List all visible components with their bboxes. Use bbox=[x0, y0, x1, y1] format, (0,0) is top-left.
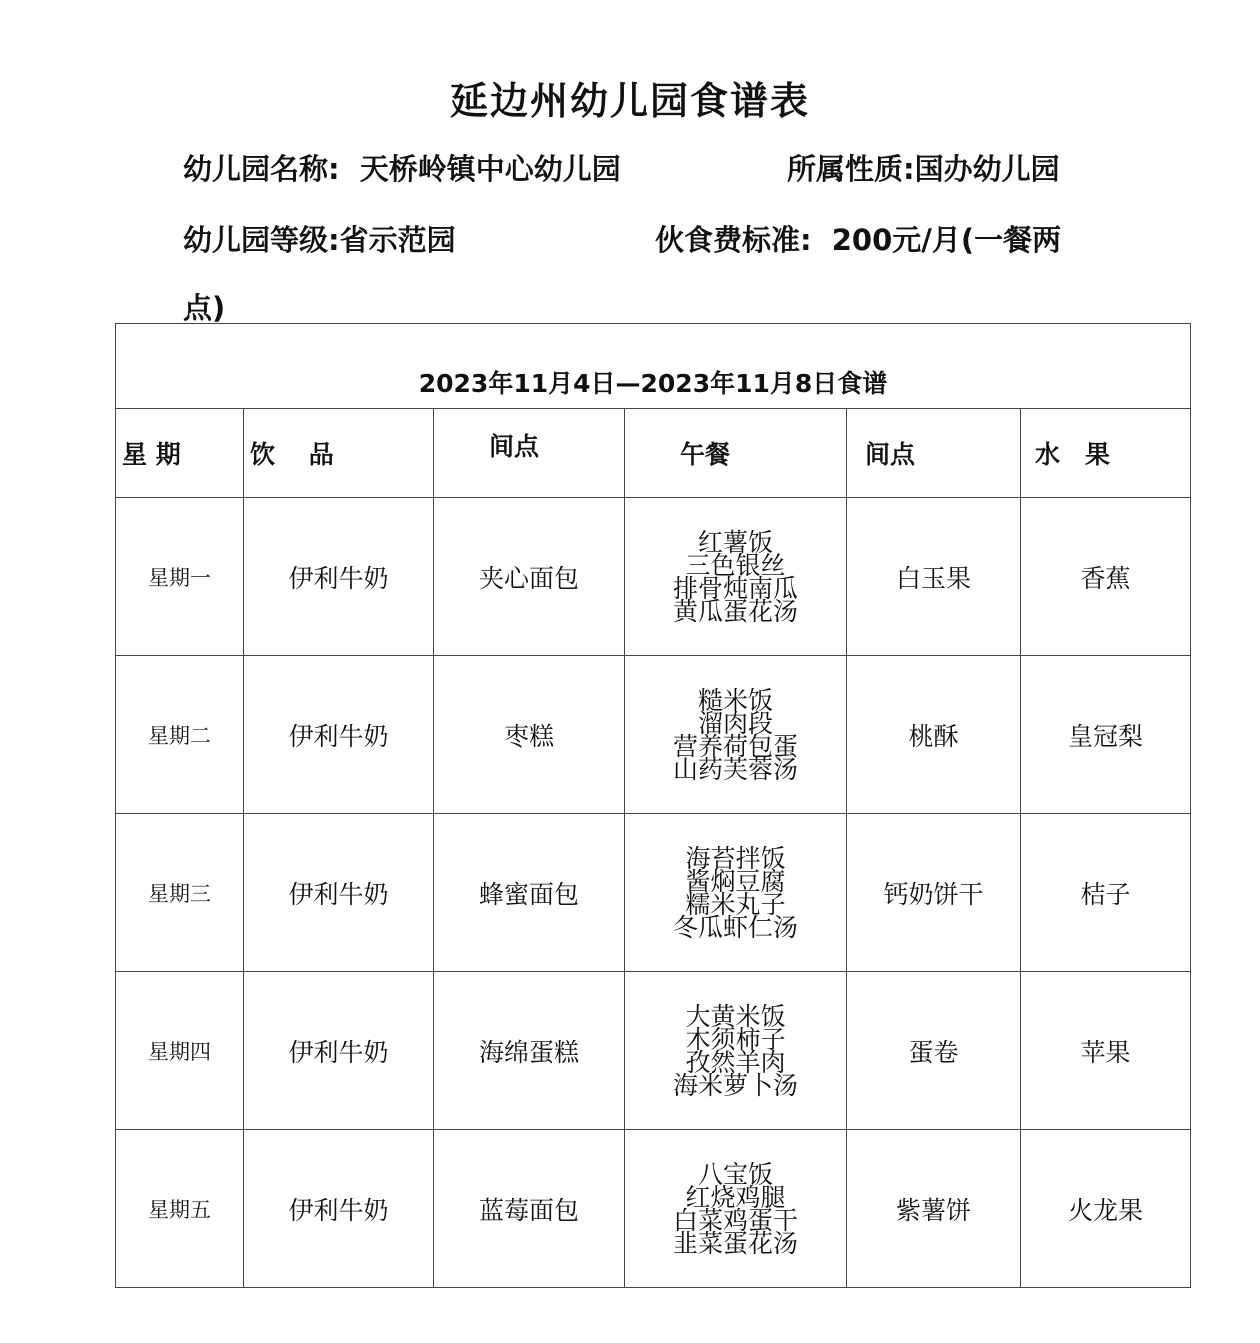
drink-cell: 伊利牛奶 bbox=[244, 1130, 434, 1288]
fruit-cell: 香蕉 bbox=[1021, 498, 1191, 656]
header-snack-pm: 间点 bbox=[847, 409, 1021, 498]
header-fruit: 水 果 bbox=[1021, 409, 1191, 498]
menu-table bbox=[115, 323, 1191, 1288]
lunch-dish: 孜然羊肉 bbox=[685, 1047, 786, 1077]
lunch-cell bbox=[625, 814, 847, 972]
menu-row bbox=[116, 656, 1191, 814]
meal-fee-label: 伙食费标准: bbox=[655, 223, 812, 257]
day-cell: 星期三 bbox=[116, 814, 244, 972]
lunch-dish: 糙米饭 bbox=[697, 685, 773, 715]
lunch-dish: 木须柿子 bbox=[685, 1024, 786, 1054]
day-cell: 星期五 bbox=[116, 1130, 244, 1288]
lunch-dish: 排骨炖南瓜 bbox=[672, 573, 798, 603]
lunch-dish: 黄瓜蛋花汤 bbox=[672, 596, 798, 626]
kindergarten-name-label: 幼儿园名称: bbox=[183, 152, 340, 186]
lunch-dish: 三色银丝 bbox=[685, 550, 786, 580]
lunch-cell bbox=[625, 1130, 847, 1288]
lunch-dish: 营养荷包蛋 bbox=[672, 731, 798, 761]
header-snack-am: 间点 bbox=[434, 409, 625, 498]
drink-cell: 伊利牛奶 bbox=[244, 814, 434, 972]
snack-am-cell: 海绵蛋糕 bbox=[434, 972, 625, 1130]
menu-row bbox=[116, 498, 1191, 656]
meal-fee-value: 200元/月(一餐两 bbox=[831, 223, 1062, 257]
lunch-cell bbox=[625, 972, 847, 1130]
kindergarten-name-value: 天桥岭镇中心幼儿园 bbox=[359, 152, 621, 186]
header-day: 星 期 bbox=[116, 409, 244, 498]
lunch-dish: 酱焖豆腐 bbox=[685, 866, 786, 896]
lunch-dish: 红薯饭 bbox=[697, 527, 773, 557]
lunch-dish: 白菜鸡蛋干 bbox=[672, 1205, 798, 1235]
snack-pm-cell: 紫薯饼 bbox=[847, 1130, 1021, 1288]
lunch-cell bbox=[625, 656, 847, 814]
meal-fee-continued: 点) bbox=[183, 291, 226, 325]
menu-row bbox=[116, 1130, 1191, 1288]
kindergarten-type-value: 国办幼儿园 bbox=[914, 152, 1060, 186]
day-cell: 星期二 bbox=[116, 656, 244, 814]
kindergarten-name bbox=[183, 147, 621, 188]
kindergarten-type-label: 所属性质: bbox=[787, 152, 915, 186]
date-range: 2023年11月4日—2023年11月8日食谱 bbox=[116, 324, 1191, 409]
lunch-dish: 韭菜蛋花汤 bbox=[672, 1228, 798, 1258]
fruit-cell: 苹果 bbox=[1021, 972, 1191, 1130]
day-cell: 星期四 bbox=[116, 972, 244, 1130]
snack-am-cell: 枣糕 bbox=[434, 656, 625, 814]
header-drink: 饮 品 bbox=[244, 409, 434, 498]
fruit-cell: 皇冠梨 bbox=[1021, 656, 1191, 814]
menu-row bbox=[116, 972, 1191, 1130]
page-title: 延边州幼儿园食谱表 bbox=[449, 79, 810, 123]
kindergarten-level-label: 幼儿园等级: bbox=[183, 223, 340, 257]
header-lunch: 午餐 bbox=[625, 409, 847, 498]
kindergarten-level-value: 省示范园 bbox=[339, 223, 456, 257]
lunch-dish: 大黄米饭 bbox=[685, 1001, 786, 1031]
lunch-dish: 山药芙蓉汤 bbox=[672, 754, 798, 784]
lunch-dish: 冬瓜虾仁汤 bbox=[672, 912, 798, 942]
day-cell: 星期一 bbox=[116, 498, 244, 656]
kindergarten-type bbox=[787, 147, 1060, 188]
snack-pm-cell: 钙奶饼干 bbox=[847, 814, 1021, 972]
drink-cell: 伊利牛奶 bbox=[244, 498, 434, 656]
lunch-cell bbox=[625, 498, 847, 656]
drink-cell: 伊利牛奶 bbox=[244, 972, 434, 1130]
lunch-dish: 溜肉段 bbox=[697, 708, 773, 738]
lunch-dish: 八宝饭 bbox=[697, 1159, 773, 1189]
fruit-cell: 桔子 bbox=[1021, 814, 1191, 972]
fruit-cell: 火龙果 bbox=[1021, 1130, 1191, 1288]
menu-row bbox=[116, 814, 1191, 972]
snack-pm-cell: 桃酥 bbox=[847, 656, 1021, 814]
lunch-dish: 海米萝卜汤 bbox=[672, 1070, 798, 1100]
header-row bbox=[116, 409, 1191, 498]
snack-pm-cell: 蛋卷 bbox=[847, 972, 1021, 1130]
snack-am-cell: 蓝莓面包 bbox=[434, 1130, 625, 1288]
kindergarten-level bbox=[183, 218, 456, 259]
snack-am-cell: 蜂蜜面包 bbox=[434, 814, 625, 972]
lunch-dish: 红烧鸡腿 bbox=[685, 1182, 786, 1212]
meal-fee bbox=[655, 218, 1061, 259]
snack-am-cell: 夹心面包 bbox=[434, 498, 625, 656]
lunch-dish: 糯米丸子 bbox=[685, 889, 786, 919]
snack-pm-cell: 白玉果 bbox=[847, 498, 1021, 656]
lunch-dish: 海苔拌饭 bbox=[685, 843, 786, 873]
drink-cell: 伊利牛奶 bbox=[244, 656, 434, 814]
